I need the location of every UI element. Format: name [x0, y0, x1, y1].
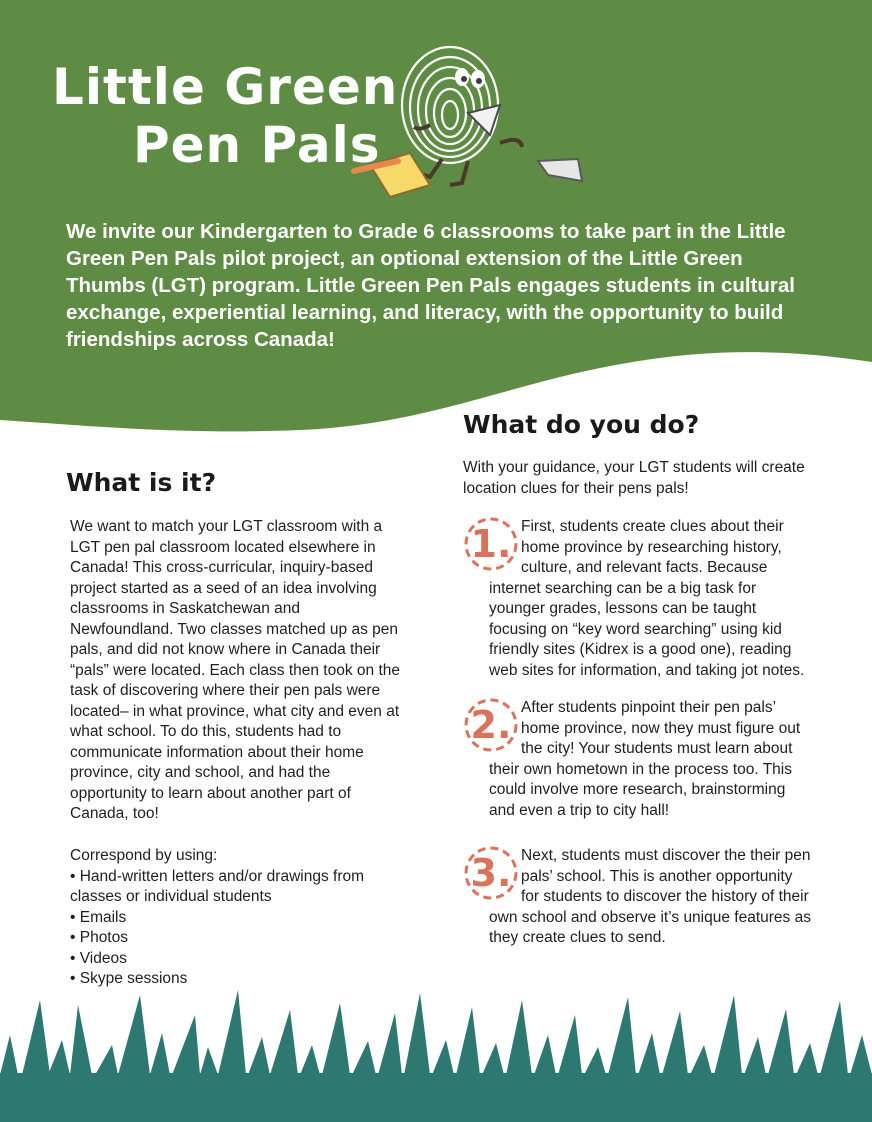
correspond-label: Correspond by using: — [70, 847, 218, 864]
step-1-badge — [463, 515, 519, 573]
step-3-number: 3. — [470, 850, 512, 895]
step-3 — [463, 846, 813, 949]
step-2-text: After students pinpoint their pen pals’ home province, now they must figure out the city! Your students must learn about their own hometown in the process too. This could involve more research, brainstorming and even a trip to city hall! — [489, 699, 801, 819]
title-line-2: Pen Pals — [133, 116, 381, 174]
step-2 — [463, 698, 813, 821]
step-3-badge — [463, 844, 519, 902]
what-do-you-do-heading: What do you do? — [463, 410, 700, 439]
step-2-number: 2. — [470, 702, 512, 747]
bullet-item: • Skype sessions — [70, 970, 188, 987]
step-2-badge — [463, 696, 519, 754]
what-is-it-body: We want to match your LGT classroom with a LGT pen pal classroom located elsewhere in Canada! This cross-curricular, inquiry-based project started as a seed of an idea involving classrooms in Saskatchewan and Newfoundland. Two classes matched up as pen pals, and did not know where in Canada their “pals” were located. Each class then took on the task of discovering where their pen pals were located– in what province, what city and even at what school. To do this, students had to communicate information about their home province, city and school, and had the opportunity to learn about another part of Canada, too! — [70, 518, 400, 822]
intro-paragraph: We invite our Kindergarten to Grade 6 classrooms to take part in the Little Green Pen Pals pilot project, an optional extension of the Little Green Thumbs (LGT) program. Little Green Pen Pals engages students in cultural exchange, experiential learning, and literacy, with the opportunity to build friendships across Canada! — [66, 220, 796, 351]
step-1-text: First, students create clues about their home province by researching history, culture, and relevant facts. Because internet searching can be a big task for younger grades, lessons can be taught focusing on “key word searching” using kid friendly sites (Kidrex is a good one), reading web sites for information, and taking jot notes. — [489, 518, 805, 679]
bullet-item: • Videos — [70, 949, 127, 967]
bullet-item: • Photos — [70, 929, 128, 946]
step-3-text: Next, students must discover the their pen pals’ school. This is another opportunity for students to discover the history of their own school and observe it’s unique features as they create clues to send. — [489, 847, 811, 946]
bullet-item: • Emails — [70, 908, 127, 926]
title-line-1: Little Green — [52, 58, 399, 116]
bullet-item: • Hand-written letters and/or drawings from classes or individual students — [70, 867, 365, 905]
correspond-list — [70, 846, 405, 990]
what-is-it-heading: What is it? — [66, 468, 217, 497]
step-1-number: 1. — [470, 521, 512, 566]
header-banner — [0, 0, 872, 460]
step-1 — [463, 517, 813, 681]
grass-border-icon — [0, 985, 872, 1122]
what-do-you-do-intro: With your guidance, your LGT students will create location clues for their pens pals! — [463, 459, 805, 497]
